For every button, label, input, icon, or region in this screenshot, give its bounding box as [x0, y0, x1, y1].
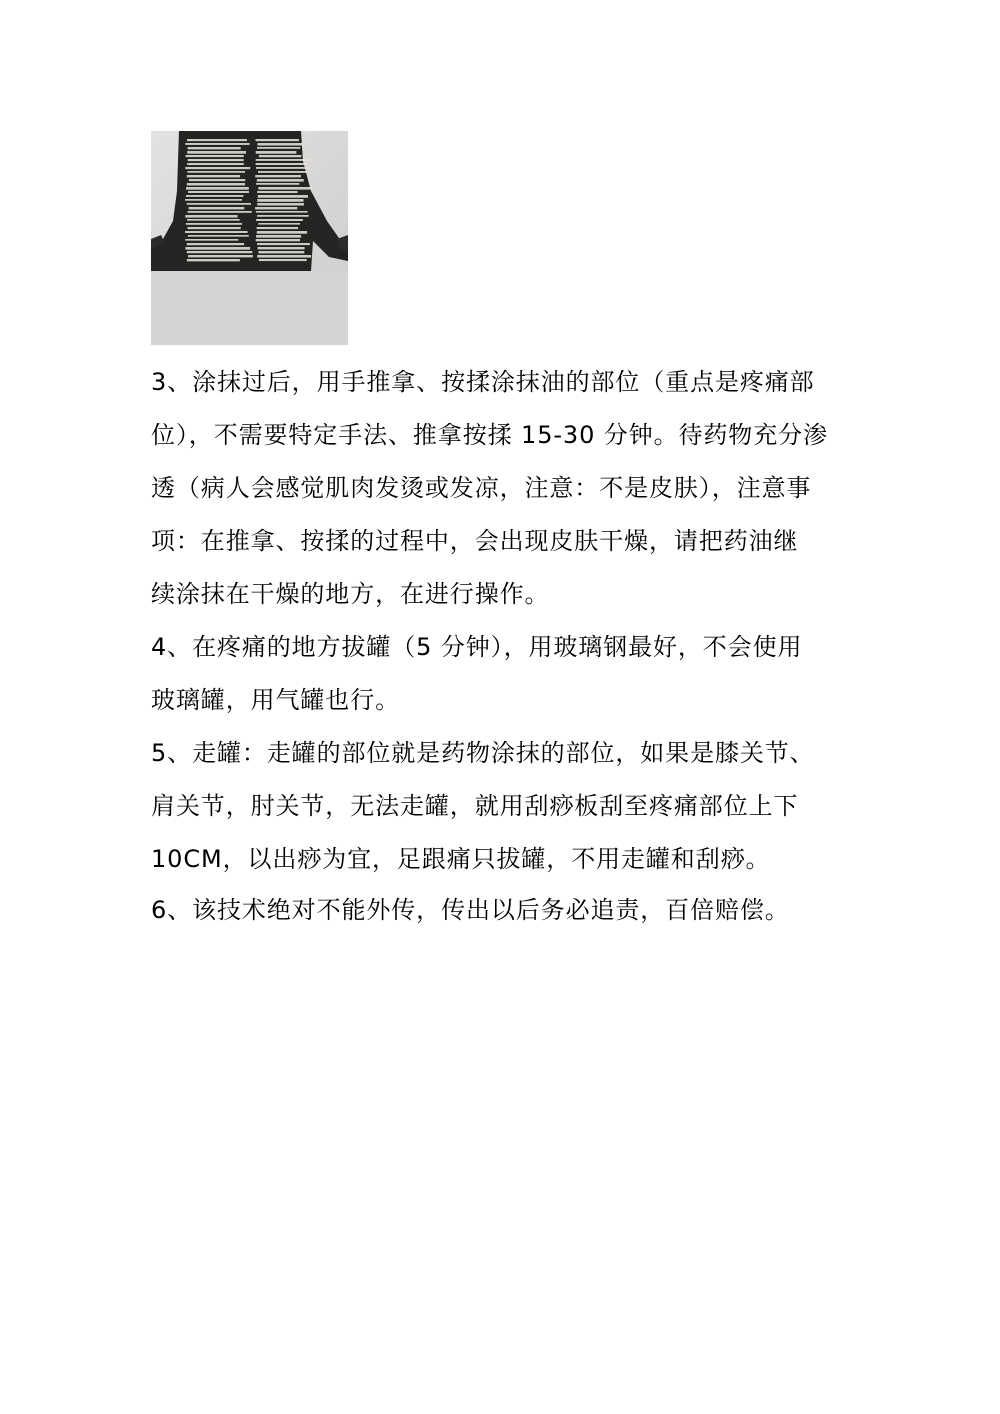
body-text	[151, 356, 866, 934]
step-5-paragraph: 5、走罐：走罐的部位就是药物涂抹的部位，如果是膝关节、 肩关节，肘关节，无法走罐，就用刮痧板刮至疼痛部位上下 10CM，以出痧为宜，足跟痛只拔罐，不用走罐和刮痧。	[151, 739, 815, 873]
step-4-paragraph: 4、在疼痛的地方拔罐（5 分钟），用玻璃钢最好，不会使用 玻璃罐，用气罐也行。	[151, 633, 803, 714]
step-6-paragraph: 6、该技术绝对不能外传，传出以后务必追责，百倍赔偿。	[151, 896, 790, 924]
x-ray-photo-icon	[151, 131, 348, 345]
x-ray-photo	[151, 131, 348, 345]
step-3-paragraph: 3、涂抹过后，用手推拿、按揉涂抹油的部位（重点是疼痛部 位），不需要特定手法、推拿按揉 15-30 分钟。待药物充分渗 透（病人会感觉肌肉发烫或发凉，注意：不是皮肤），注意事 项：在推拿、按揉的过程中，会出现皮肤干燥，请把药油继 续涂抹在干燥的地方，在进行操作。	[151, 368, 828, 608]
